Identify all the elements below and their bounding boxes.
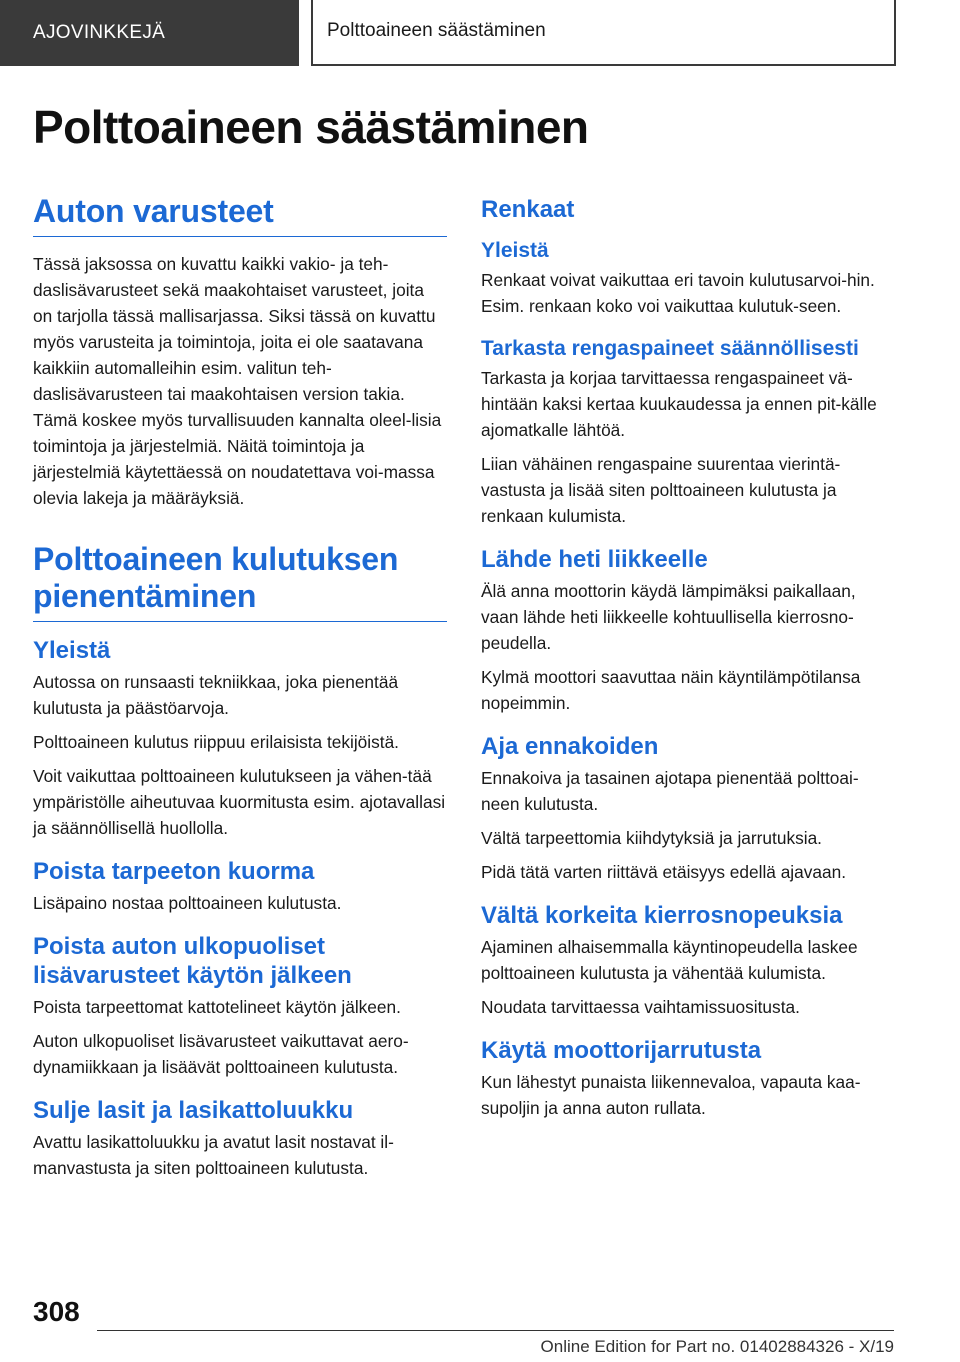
paragraph-windows: Avattu lasikattoluukku ja avatut lasit nostavat il-manvastusta ja siten polttoaineen kulutusta.: [33, 1132, 394, 1178]
heading-tyre-pressure: Tarkasta rengaspaineet säännöllisesti: [481, 337, 859, 360]
paragraph-start-2: Kylmä moottori saavuttaa näin käyntilämpötilansa nopeimmin.: [481, 667, 861, 713]
paragraph-engine-brake: Kun lähestyt punaista liikennevaloa, vapauta kaa-supoljin ja anna auton rullata.: [481, 1072, 861, 1118]
paragraph-anticipate-1: Ennakoiva ja tasainen ajotapa pienentää polttoai-neen kulutusta.: [481, 768, 859, 814]
paragraph-general-2: Polttoaineen kulutus riippuu erilaisista tekijöistä.: [33, 732, 399, 752]
paragraph-tyres-general: Renkaat voivat vaikuttaa eri tavoin kulutusarvoi-hin. Esim. renkaan koko voi vaikuttaa kulutuk-seen.: [481, 270, 875, 316]
heading-start: Lähde heti liikkeelle: [481, 546, 708, 573]
paragraph-anticipate-2: Vältä tarpeettomia kiihdytyksiä ja jarrutuksia.: [481, 828, 822, 848]
paragraph-accessories-1: Poista tarpeettomat kattotelineet käytön jälkeen.: [33, 997, 401, 1017]
heading-windows: Sulje lasit ja lasikattoluukku: [33, 1097, 354, 1124]
paragraph-start-1: Älä anna moottorin käydä lämpimäksi paikallaan, vaan lähde heti liikkeelle kohtuullisella kierrosno-peudella.: [481, 581, 856, 653]
heading-equipment: Auton varusteet: [33, 193, 447, 237]
heading-load: Poista tarpeeton kuorma: [33, 858, 315, 885]
heading-engine-brake: Käytä moottorijarrutusta: [481, 1037, 762, 1064]
paragraph-load: Lisäpaino nostaa polttoaineen kulutusta.: [33, 893, 342, 913]
edition-note: Online Edition for Part no. 01402884326 - X/19: [540, 1337, 894, 1356]
paragraph-pressure-1: Tarkasta ja korjaa tarvittaessa rengaspaineet vä-hintään kaksi kertaa kuukaudessa ja ennen pit-källe ajomatkalle lähtöä.: [481, 368, 877, 440]
paragraph-equipment: Tässä jaksossa on kuvattu kaikki vakio- ja teh-daslisävarusteet sekä maakohtaiset varusteet, joita on tarjolla tässä mallisarjassa. Siksi tässä on kuvattu myös varusteita ja toimintoja, joita ei ole saatavana kaikkiin automalleihin esim. valitun teh-daslisävarusteen tai maakohtaisen version takia. Tämä koskee myös turvallisuuden kannalta oleel-lisia toimintoja ja järjestelmiä. Näitä toimintoja ja järjestelmiä käytettäessä on noudatettava voi-massa olevia lakeja ja määräyksiä.: [33, 254, 442, 508]
section-tab: AJOVINKKEJÄ: [0, 0, 299, 66]
heading-general: Yleistä: [33, 637, 111, 664]
heading-reduce-consumption: Polttoaineen kulutuksen pienentäminen: [33, 541, 447, 622]
heading-tyres: Renkaat: [481, 196, 575, 223]
page-number: 308: [33, 1296, 80, 1327]
right-column: [481, 185, 896, 1129]
paragraph-pressure-2: Liian vähäinen rengaspaine suurentaa vierintä-vastusta ja lisää siten polttoaineen kulutusta ja renkaan kulumista.: [481, 454, 841, 526]
heading-accessories: Poista auton ulkopuoliset lisävarusteet käytön jälkeen: [33, 933, 352, 989]
paragraph-rpm-2: Noudata tarvittaessa vaihtamissuositusta.: [481, 997, 800, 1017]
left-column: [33, 185, 447, 1189]
heading-rpm: Vältä korkeita kierrosnopeuksia: [481, 902, 843, 929]
paragraph-anticipate-3: Pidä tätä varten riittävä etäisyys edellä ajavaan.: [481, 862, 847, 882]
page-header: [0, 0, 960, 66]
paragraph-general-3: Voit vaikuttaa polttoaineen kulutukseen ja vähen-tää ympäristölle aiheutuvaa kuormitusta esim. ajotavallasi ja säännöllisellä huollolla.: [33, 766, 446, 838]
page-title: Polttoaineen säästäminen: [33, 101, 589, 153]
paragraph-rpm-1: Ajaminen alhaisemmalla käyntinopeudella laskee polttoaineen kulutusta ja vähentää kulumista.: [481, 937, 858, 983]
paragraph-accessories-2: Auton ulkopuoliset lisävarusteet vaikuttavat aero-dynamiikkaan ja lisäävät polttoaineen kulutusta.: [33, 1031, 409, 1077]
chapter-tab: Polttoaineen säästäminen: [311, 0, 896, 66]
paragraph-general-1: Autossa on runsaasti tekniikkaa, joka pienentää kulutusta ja päästöarvoja.: [33, 672, 399, 718]
heading-anticipate: Aja ennakoiden: [481, 733, 659, 760]
footer-divider: [97, 1330, 894, 1331]
heading-tyres-general: Yleistä: [481, 239, 549, 262]
